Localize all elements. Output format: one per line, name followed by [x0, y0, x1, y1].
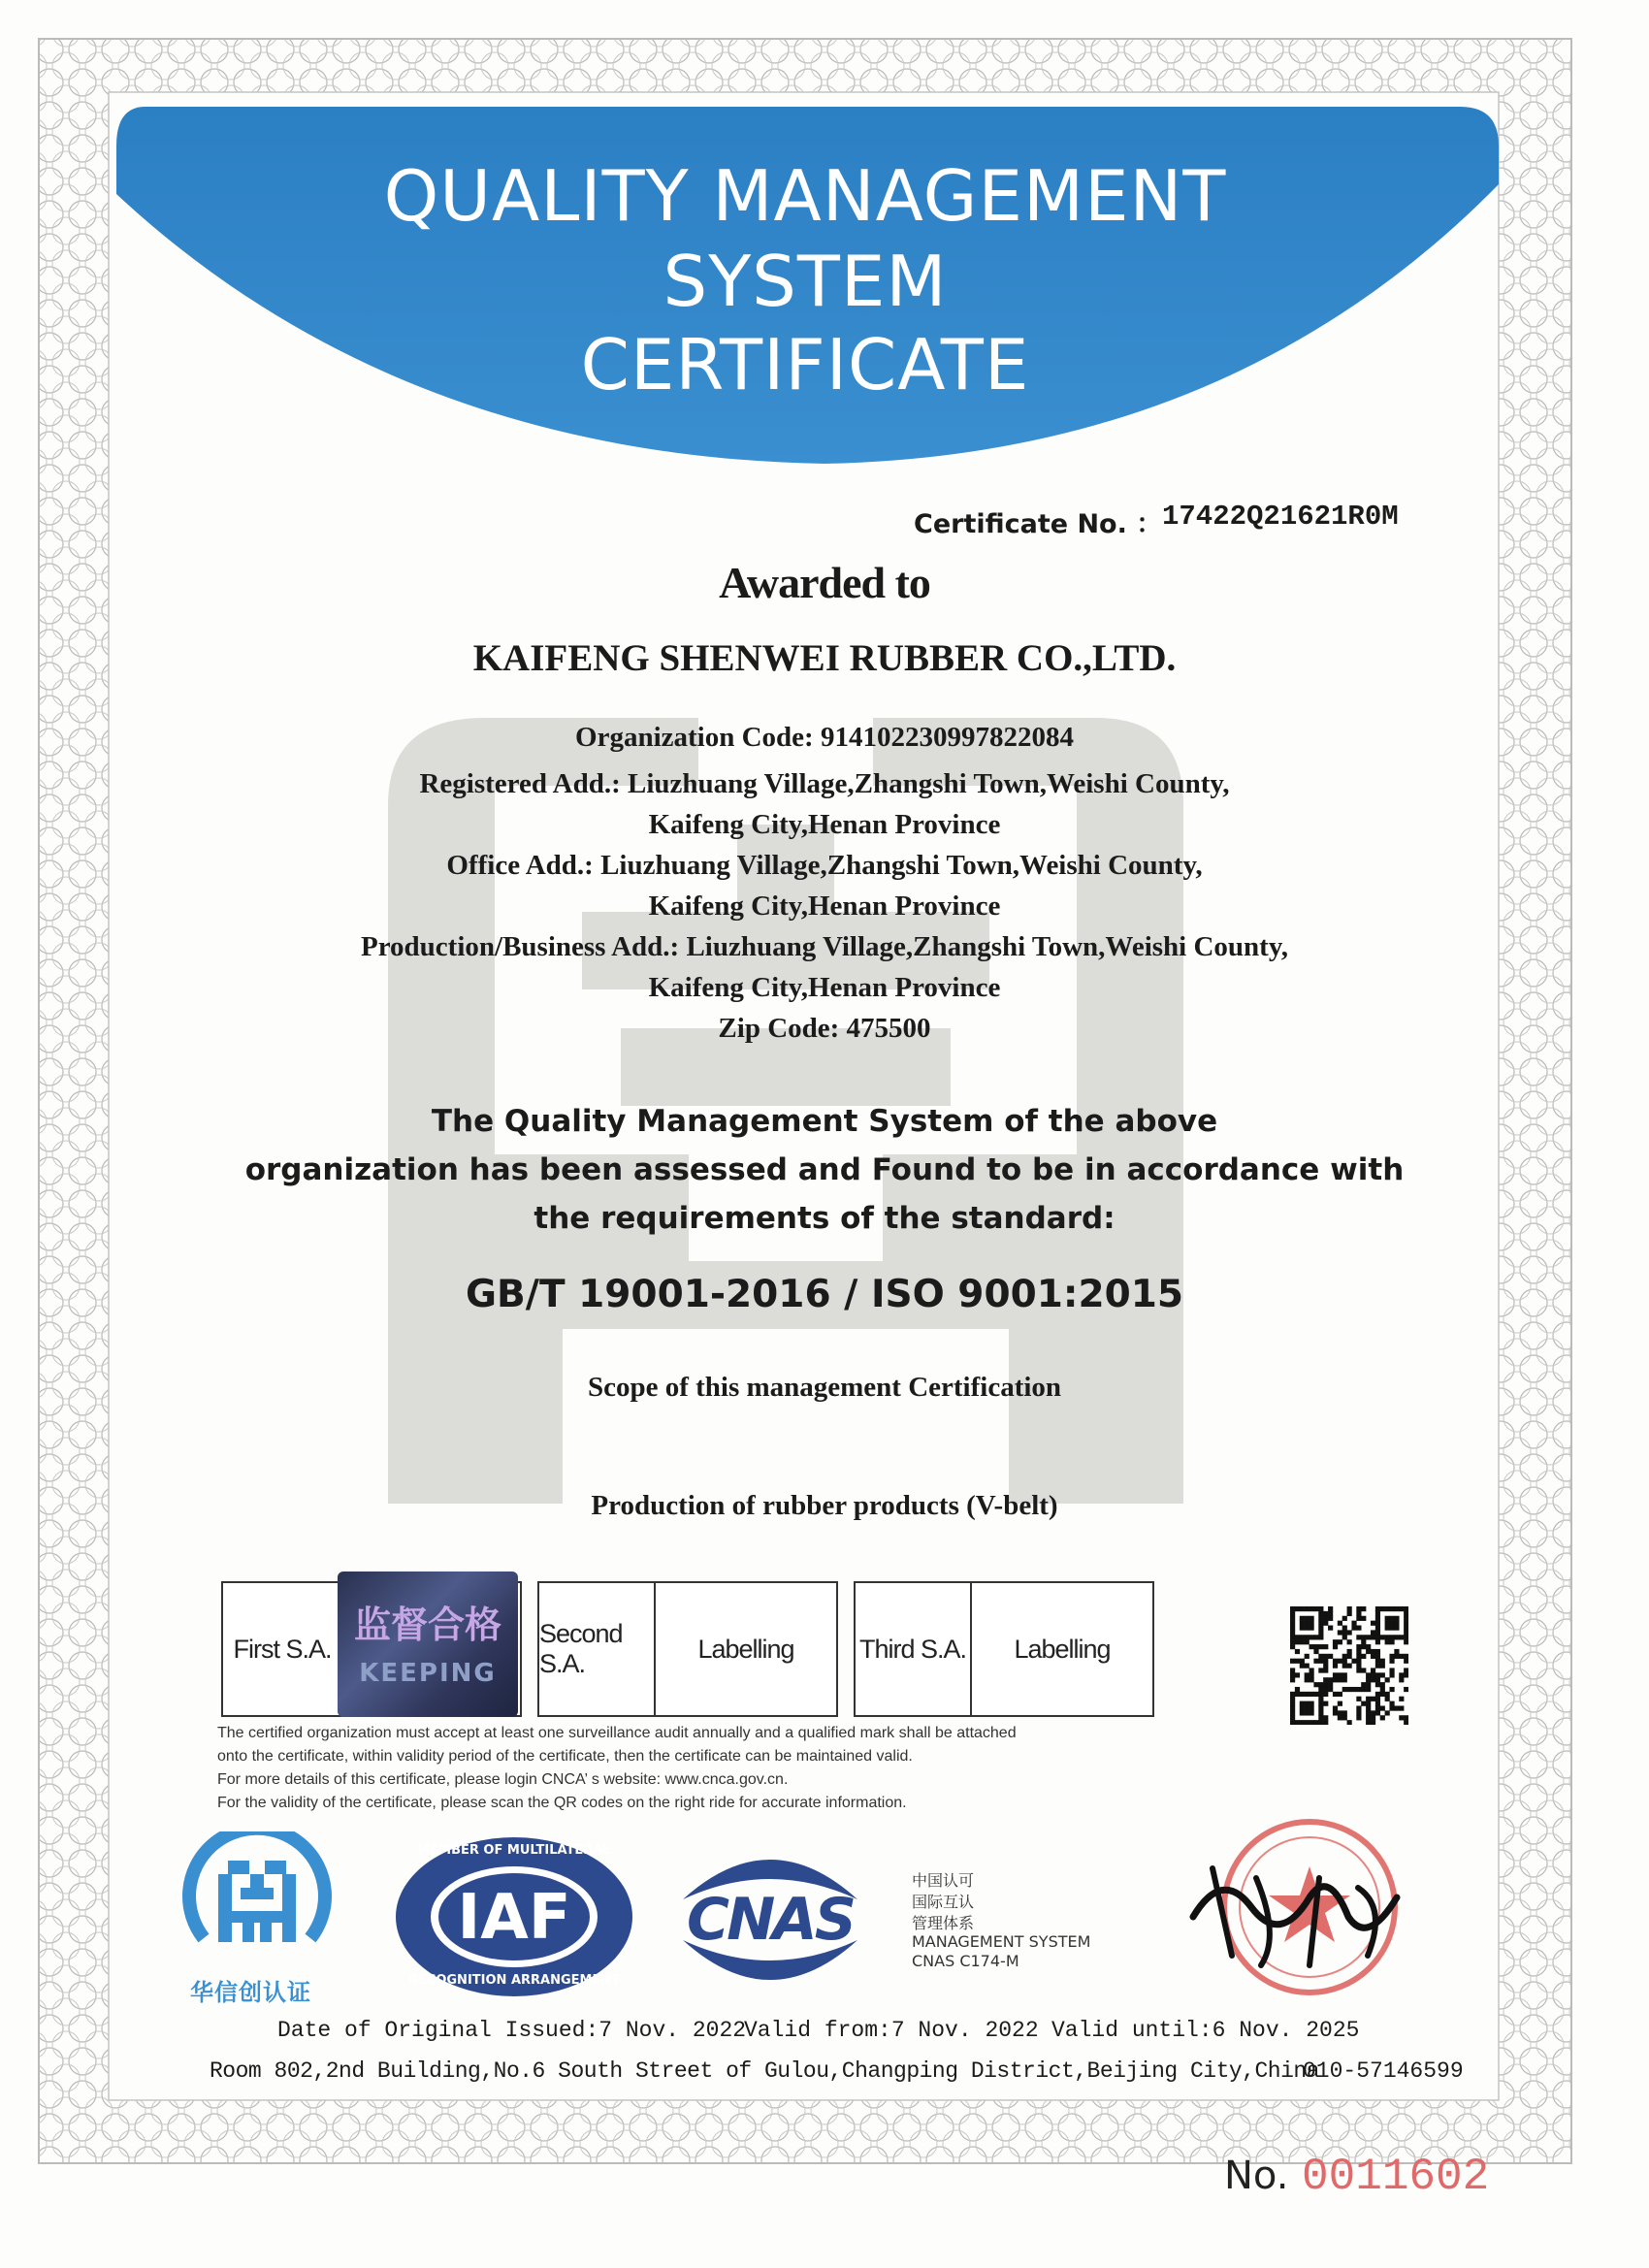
- red-seal-stamp: [1164, 1810, 1416, 2004]
- note-line-1: The certified organization must accept at least one surveillance audit annually and a qualified mark shall be attached: [217, 1725, 1017, 1741]
- cnas-cn-2: 国际互认: [912, 1893, 975, 1911]
- statement-line-1: The Quality Management System of the above: [431, 1104, 1218, 1139]
- title-line-1: QUALITY MANAGEMENT: [383, 155, 1227, 237]
- first-sa-label: First S.A.: [233, 1634, 332, 1664]
- iaf-ring-bottom: RECOGNITION ARRANGEMENT: [407, 1973, 621, 1988]
- hologram-text: 监督合格: [353, 1604, 501, 1646]
- production-address: Production/Business Add.: Liuzhuang Village,Zhangshi Town,Weishi County,: [360, 931, 1288, 962]
- date-original-issued: Date of Original Issued:7 Nov. 2022: [277, 2018, 747, 2043]
- hologram-sticker: [338, 1571, 518, 1717]
- third-sa-label: Third S.A.: [856, 1583, 972, 1715]
- first-sa-box: [221, 1581, 522, 1717]
- production-address-2: Kaifeng City,Henan Province: [648, 972, 1001, 1003]
- hxc-logo-icon: [175, 1831, 340, 1977]
- certificate-number-label: Certificate No. ：: [914, 509, 1163, 539]
- third-sa-labelling: Labelling: [1014, 1634, 1111, 1664]
- statement-line-3: the requirements of the standard:: [534, 1201, 1116, 1236]
- cnas-cn-1: 中国认可: [912, 1871, 975, 1890]
- zip-code: Zip Code: 475500: [718, 1013, 931, 1044]
- cnas-cn-3: 管理体系: [912, 1914, 975, 1932]
- standard: GB/T 19001-2016 / ISO 9001:2015: [466, 1273, 1183, 1316]
- second-sa-labelling: Labelling: [697, 1634, 794, 1664]
- cnas-en-2: CNAS C174-M: [912, 1952, 1019, 1970]
- second-sa-label: Second S.A.: [539, 1583, 656, 1715]
- organization-code: Organization Code: 914102230997822084: [575, 722, 1074, 753]
- note-line-4: For the validity of the certificate, please scan the QR codes on the right ride for accurate information.: [217, 1795, 907, 1811]
- iaf-ring-top: MEMBER OF MULTILATERAL: [417, 1843, 611, 1858]
- issuer-phone: 010-57146599: [1303, 2058, 1464, 2084]
- title-line-3: CERTIFICATE: [580, 324, 1030, 405]
- serial-number: 0011602: [1302, 2152, 1490, 2202]
- title-line-2: SYSTEM: [663, 241, 948, 322]
- third-sa-box: [854, 1581, 1154, 1717]
- statement-line-2: organization has been assessed and Found to be in accordance with: [244, 1152, 1405, 1187]
- certificate-number-value: 17422Q21621R0M: [1162, 501, 1399, 533]
- registered-address-2: Kaifeng City,Henan Province: [648, 809, 1001, 840]
- iaf-text: IAF: [457, 1882, 571, 1954]
- second-sa-box: [537, 1581, 838, 1717]
- note-line-2: onto the certificate, within validity period of the certificate, then the certificate can be maintained valid.: [217, 1748, 913, 1765]
- cnas-en-1: MANAGEMENT SYSTEM: [912, 1932, 1091, 1951]
- office-address-2: Kaifeng City,Henan Province: [648, 891, 1001, 922]
- qr-code[interactable]: [1290, 1606, 1408, 1725]
- hologram-sub: KEEPING: [359, 1659, 497, 1688]
- company-name: KAIFENG SHENWEI RUBBER CO.,LTD.: [472, 637, 1177, 679]
- issuer-address: Room 802,2nd Building,No.6 South Street of Gulou,Changping District,Beijing City,China: [210, 2058, 1319, 2084]
- awarded-to: Awarded to: [719, 558, 930, 607]
- registered-address: Registered Add.: Liuzhuang Village,Zhangshi Town,Weishi County,: [419, 768, 1230, 799]
- note-line-3: For more details of this certificate, please login CNCA’ s website: www.cnca.gov.cn.: [217, 1771, 789, 1788]
- date-valid-until: Valid until:6 Nov. 2025: [1051, 2018, 1360, 2043]
- serial-label: No.: [1224, 2154, 1289, 2198]
- hxc-logo-text: 华信创认证: [190, 1979, 311, 2006]
- scope-label: Scope of this management Certification: [587, 1372, 1062, 1403]
- date-valid-from: Valid from:7 Nov. 2022: [744, 2018, 1039, 2043]
- scope-value: Production of rubber products (V-belt): [591, 1490, 1058, 1521]
- cnas-text: CNAS: [687, 1886, 854, 1954]
- office-address: Office Add.: Liuzhuang Village,Zhangshi Town,Weishi County,: [446, 850, 1203, 881]
